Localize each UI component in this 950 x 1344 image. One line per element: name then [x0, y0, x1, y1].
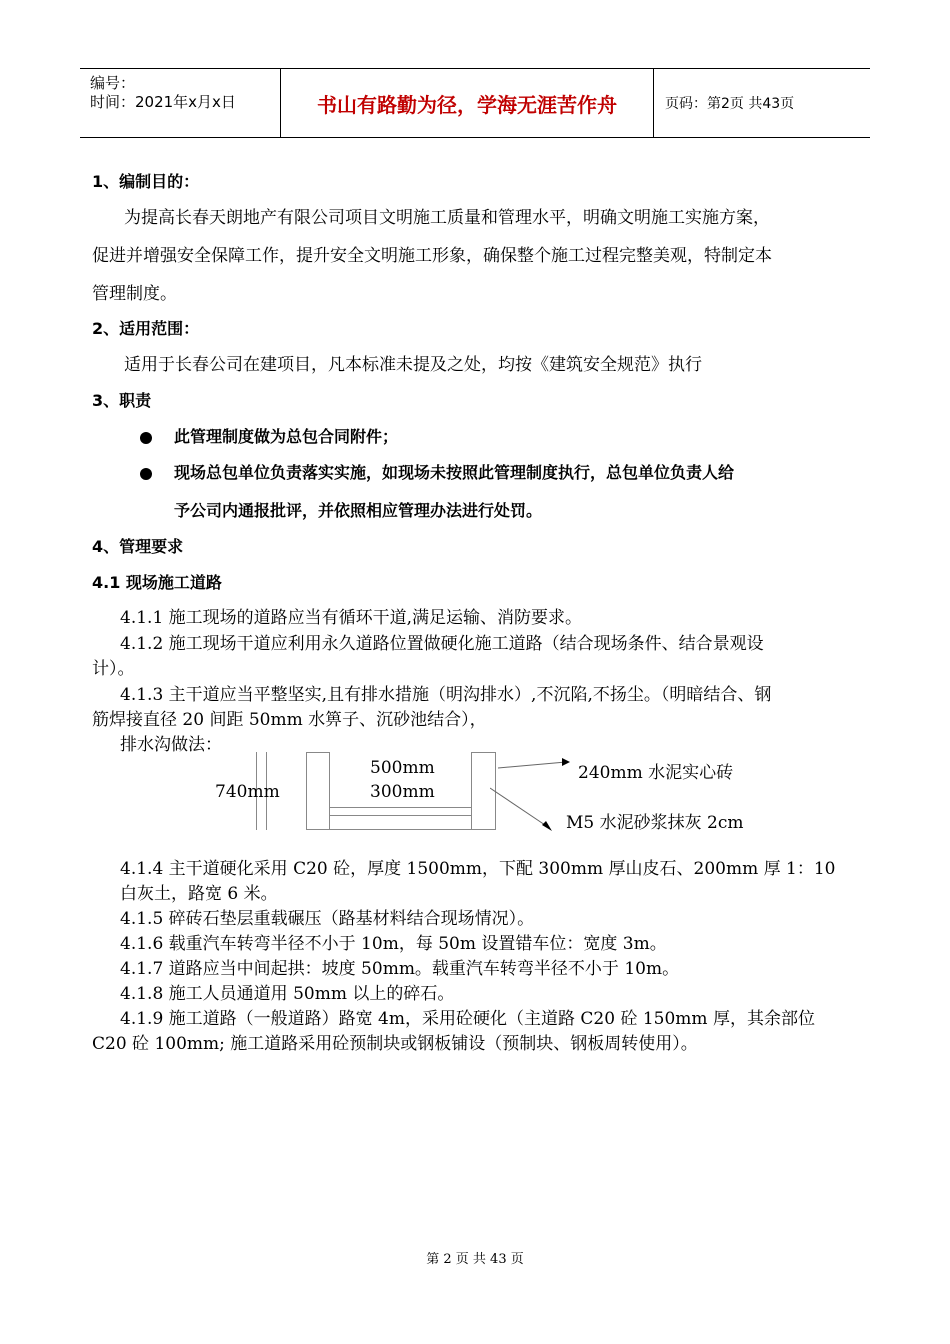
rule-line: 4.1.9 施工道路（一般道路）路宽 4m，采用砼硬化（主道路 C20 砼 150mm 厚，其余部位: [120, 1009, 815, 1029]
wall-top: [471, 752, 495, 753]
label-depth: 740mm: [215, 782, 280, 802]
label-inner-width: 300mm: [370, 782, 435, 802]
doc-number-label: 编号：: [90, 74, 136, 92]
wall-line: [471, 752, 472, 830]
rule-line: 4.1.7 道路应当中间起拱：坡度 50mm。载重汽车转弯半径不小于 10m。: [120, 959, 680, 979]
section-4-1-title: 4.1 现场施工道路: [92, 573, 222, 592]
header-meta: [80, 69, 280, 137]
rule-line: 4.1.1 施工现场的道路应当有循环干道,满足运输、消防要求。: [120, 608, 583, 628]
bullet-icon: [140, 432, 152, 444]
paragraph-line: 为提高长春天朗地产有限公司项目文明施工质量和管理水平，明确文明施工实施方案，: [124, 208, 770, 228]
section-2-title: 2、适用范围：: [92, 319, 200, 338]
paragraph-line: 管理制度。: [92, 284, 177, 304]
doc-date: 时间：2021年x月x日: [90, 93, 236, 111]
rule-line: 排水沟做法：: [120, 735, 222, 755]
section-4-title: 4、管理要求: [92, 537, 184, 556]
label-plaster: M5 水泥砂浆抹灰 2cm: [566, 813, 744, 833]
base-line: [306, 829, 495, 830]
leader-arrows: [490, 755, 570, 835]
page-footer: 第 2 页 共 43 页: [426, 1252, 524, 1267]
rule-line: 4.1.2 施工现场干道应利用永久道路位置做硬化施工道路（结合现场条件、结合景观设: [120, 634, 764, 654]
paragraph-line: 促进并增强安全保障工作，提升安全文明施工形象，确保整个施工过程完整美观，特制定本: [92, 246, 772, 266]
header-motto: 书山有路勤为径，学海无涯苦作舟: [280, 69, 654, 137]
paragraph-line: 适用于长春公司在建项目，凡本标准未提及之处，均按《建筑安全规范》执行: [124, 355, 702, 375]
bullet-item: 此管理制度做为总包合同附件；: [174, 427, 399, 446]
bullet-icon: [140, 468, 152, 480]
wall-line: [306, 752, 307, 830]
header-page-info: [653, 69, 870, 137]
rule-line: 白灰土，路宽 6 米。: [120, 884, 278, 904]
label-brick: 240mm 水泥实心砖: [578, 763, 734, 783]
section-3-title: 3、职责: [92, 391, 152, 410]
rule-line: 筋焊接直径 20 间距 50mm 水箅子、沉砂池结合），: [92, 710, 487, 730]
bed-line: [329, 807, 471, 808]
rule-line: 4.1.5 碎砖石垫层重载碾压（路基材料结合现场情况）。: [120, 909, 535, 929]
rule-line: 计）。: [92, 659, 135, 679]
bed-line: [329, 815, 471, 816]
rule-line: 4.1.8 施工人员通道用 50mm 以上的碎石。: [120, 984, 455, 1004]
bullet-item-cont: 予公司内通报批评，并依照相应管理办法进行处罚。: [174, 501, 543, 520]
rule-line: 4.1.4 主干道硬化采用 C20 砼，厚度 1500mm，下配 300mm 厚山皮石、200mm 厚 1：10: [120, 859, 836, 879]
rule-line: 4.1.3 主干道应当平整坚实,且有排水措施（明沟排水）,不沉陷,不扬尘。（明暗结合、钢: [120, 685, 772, 705]
page-header: [80, 68, 870, 138]
wall-top: [306, 752, 329, 753]
rule-line: 4.1.6 载重汽车转弯半径不小于 10m，每 50m 设置错车位：宽度 3m。: [120, 934, 667, 954]
page-info-text: 页码：第2页 共43页: [665, 96, 795, 112]
label-outer-width: 500mm: [370, 758, 435, 778]
wall-line: [329, 752, 330, 830]
bullet-item: 现场总包单位负责落实实施，如现场未按照此管理制度执行，总包单位负责人给: [174, 463, 735, 482]
rule-line: C20 砼 100mm; 施工道路采用砼预制块或钢板铺设（预制块、钢板周转使用）。: [92, 1034, 698, 1054]
section-1-title: 1、编制目的：: [92, 172, 200, 191]
